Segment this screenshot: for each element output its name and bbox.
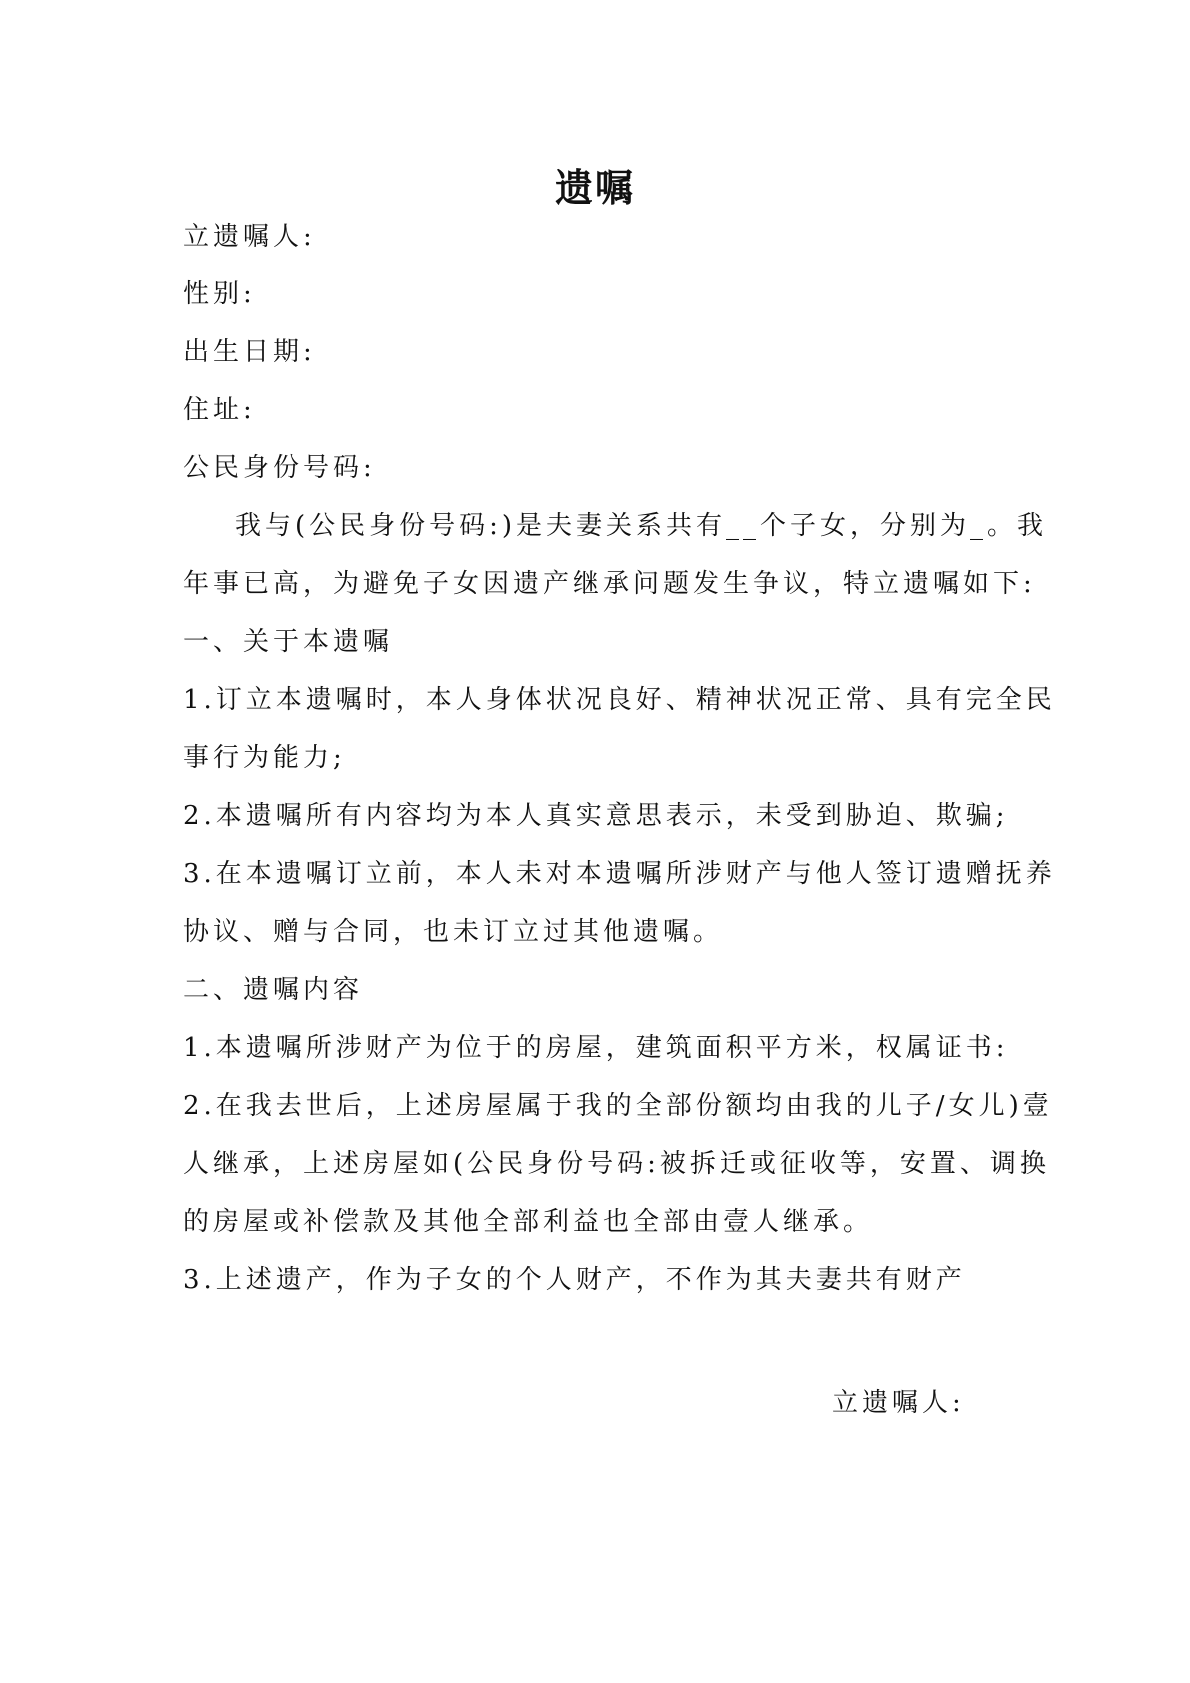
section2-item2-line3: 的房屋或补偿款及其他全部利益也全部由壹人继承。 — [183, 1207, 874, 1237]
id-number-field: 公民身份号码: — [183, 453, 376, 483]
signature-line: 立遗嘱人: — [832, 1388, 965, 1418]
section2-item1: 1.本遗嘱所涉财产为位于的房屋，建筑面积平方米，权属证书: — [183, 1033, 1009, 1063]
section-heading-will-content: 二、遗嘱内容 — [183, 975, 364, 1005]
testator-field: 立遗嘱人: — [183, 222, 316, 252]
intro-paragraph-line-1: 我与(公民身份号码:)是夫妻关系共有__个子女，分别为_。我 — [235, 511, 1048, 541]
birth-date-field: 出生日期: — [183, 337, 316, 367]
gender-field: 性别: — [183, 279, 256, 309]
section1-item1-line1: 1.订立本遗嘱时，本人身体状况良好、精神状况正常、具有完全民 — [183, 685, 1056, 715]
section-heading-about-will: 一、关于本遗嘱 — [183, 627, 394, 657]
section1-item2: 2.本遗嘱所有内容均为本人真实意思表示，未受到胁迫、欺骗; — [183, 801, 1009, 831]
section2-item3: 3.上述遗产，作为子女的个人财产，不作为其夫妻共有财产 — [183, 1265, 966, 1295]
section1-item1-line2: 事行为能力; — [183, 743, 346, 773]
section2-item2-line1: 2.在我去世后，上述房屋属于我的全部份额均由我的儿子/女儿)壹 — [183, 1091, 1053, 1121]
intro-paragraph-line-2: 年事已高，为避免子女因遗产继承问题发生争议，特立遗嘱如下: — [183, 569, 1036, 599]
document-title: 遗嘱 — [554, 165, 635, 210]
section1-item3-line1: 3.在本遗嘱订立前，本人未对本遗嘱所涉财产与他人签订遗赠抚养 — [183, 859, 1056, 889]
section1-item3-line2: 协议、赠与合同，也未订立过其他遗嘱。 — [183, 917, 724, 947]
section2-item2-line2: 人继承，上述房屋如(公民身份号码:被拆迁或征收等，安置、调换 — [183, 1149, 1050, 1179]
address-field: 住址: — [183, 395, 256, 425]
